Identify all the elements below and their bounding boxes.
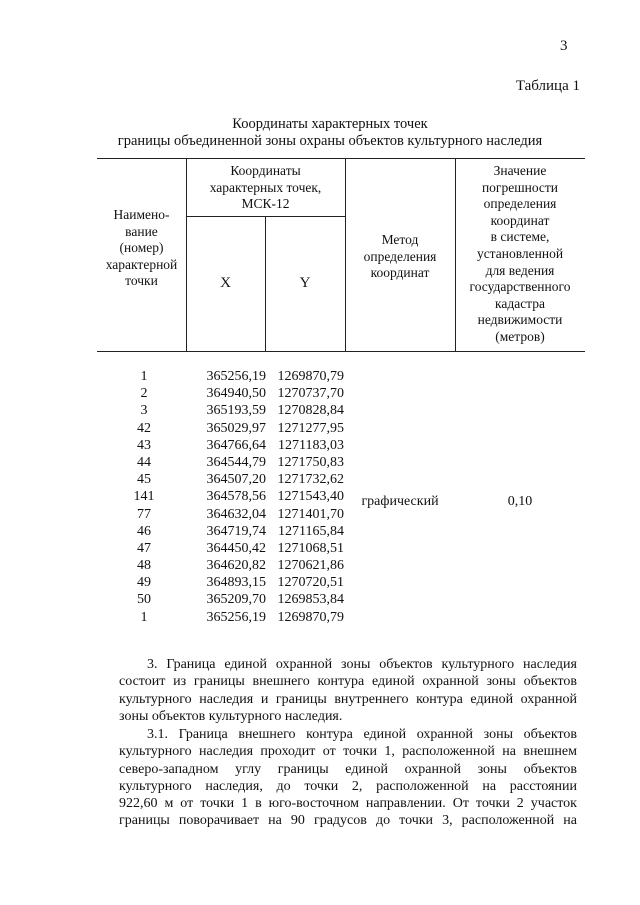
y-value: 1270828,84	[277, 403, 344, 419]
header-coordinates: Координаты характерных точек, МСК-12	[209, 163, 322, 211]
point-number: 48	[137, 558, 151, 574]
point-number: 2	[140, 386, 148, 402]
y-value: 1271165,84	[278, 523, 344, 539]
x-value: 364450,42	[206, 540, 266, 556]
y-value: 1271277,95	[277, 420, 344, 436]
point-number: 42	[137, 420, 151, 436]
point-number: 3	[140, 403, 148, 419]
x-value: 364893,15	[206, 575, 266, 591]
header-point-name: Наимено- вание (номер) характерной точки	[105, 207, 178, 288]
header-accuracy: Значение погрешности определения координат в системе, установленной для ведения государственного кадастра недвижимости (метров)	[469, 163, 571, 344]
x-value: 364766,64	[206, 437, 266, 453]
paragraph-line: границы поворачивает на 90 градусов до точки 3, расположенной на	[119, 813, 577, 829]
header-y: Y	[299, 275, 311, 291]
y-value: 1271543,40	[277, 489, 344, 505]
y-value: 1270720,51	[277, 575, 344, 591]
point-number: 1	[140, 369, 148, 384]
paragraph-line: состоит из границы внешнего контура единой охранной зоны объектов	[119, 674, 577, 690]
table-title	[60, 116, 600, 150]
coordinates-table-header	[97, 158, 585, 352]
table-label: Таблица 1	[515, 78, 580, 94]
point-number: 1	[140, 609, 148, 625]
paragraph-3-1	[119, 726, 577, 830]
paragraph-line: культурного наследия и границы внутреннего контура единой охранной	[119, 691, 577, 707]
x-value: 365209,70	[206, 592, 266, 608]
y-value: 1270621,86	[277, 558, 344, 574]
y-value: 1271750,83	[277, 454, 344, 470]
point-number: 43	[137, 437, 151, 453]
y-value: 1269853,84	[277, 592, 344, 608]
x-coordinate-column	[190, 368, 266, 626]
y-coordinate-column	[270, 368, 344, 626]
method-value: графический	[361, 494, 439, 509]
paragraph-line: 3. Граница единой охранной зоны объектов культурного наследия	[147, 657, 577, 672]
y-value: 1269870,79	[277, 369, 344, 384]
point-number: 77	[137, 506, 151, 522]
y-value: 1271401,70	[277, 506, 344, 522]
point-number: 46	[137, 523, 151, 539]
accuracy-value: 0,10	[507, 494, 533, 509]
x-value: 364578,56	[206, 489, 266, 505]
paragraph-3	[119, 656, 577, 725]
x-value: 365193,59	[206, 403, 266, 419]
point-number: 45	[137, 472, 151, 488]
x-value: 364507,20	[206, 472, 266, 488]
table-divider	[186, 216, 345, 217]
paragraph-line: 922,60 м от точки 1 в юго-восточном направлении. От точки 2 участок	[119, 796, 577, 812]
x-value: 364940,50	[206, 386, 266, 402]
title-line-1: Координаты характерных точек	[232, 116, 428, 132]
y-value: 1269870,79	[277, 609, 344, 625]
point-number-column	[118, 368, 170, 626]
paragraph-line: культурного наследия, до точки 2, расположенной на расстоянии	[119, 778, 577, 794]
paragraph-line: 3.1. Граница внешнего контура единой охранной зоны объектов	[147, 727, 577, 742]
paragraph-line: северо-западном углу границы единой охранной зоны объектов	[119, 761, 577, 777]
header-method: Метод определения координат	[363, 232, 437, 280]
page-number: 3	[560, 38, 568, 54]
x-value: 364544,79	[206, 454, 266, 470]
x-value: 364620,82	[206, 558, 266, 574]
x-value: 365029,97	[206, 420, 266, 436]
point-number: 47	[137, 540, 151, 556]
paragraph-line: культурного наследия проходит от точки 1, расположенной на внешнем	[119, 744, 577, 760]
point-number: 50	[137, 592, 151, 608]
point-number: 49	[137, 575, 151, 591]
header-x: X	[220, 275, 231, 291]
point-number: 44	[137, 454, 151, 470]
x-value: 364632,04	[206, 506, 266, 522]
x-value: 364719,74	[206, 523, 266, 539]
title-line-2: границы объединенной зоны охраны объектов культурного наследия	[117, 133, 543, 149]
x-value: 365256,19	[206, 609, 266, 625]
y-value: 1271183,03	[278, 437, 344, 453]
point-number: 141	[133, 489, 155, 505]
paragraph-line: зоны объектов культурного наследия.	[119, 708, 343, 724]
y-value: 1271732,62	[277, 472, 344, 488]
y-value: 1271068,51	[277, 540, 344, 556]
x-value: 365256,19	[206, 369, 266, 384]
y-value: 1270737,70	[277, 386, 344, 402]
